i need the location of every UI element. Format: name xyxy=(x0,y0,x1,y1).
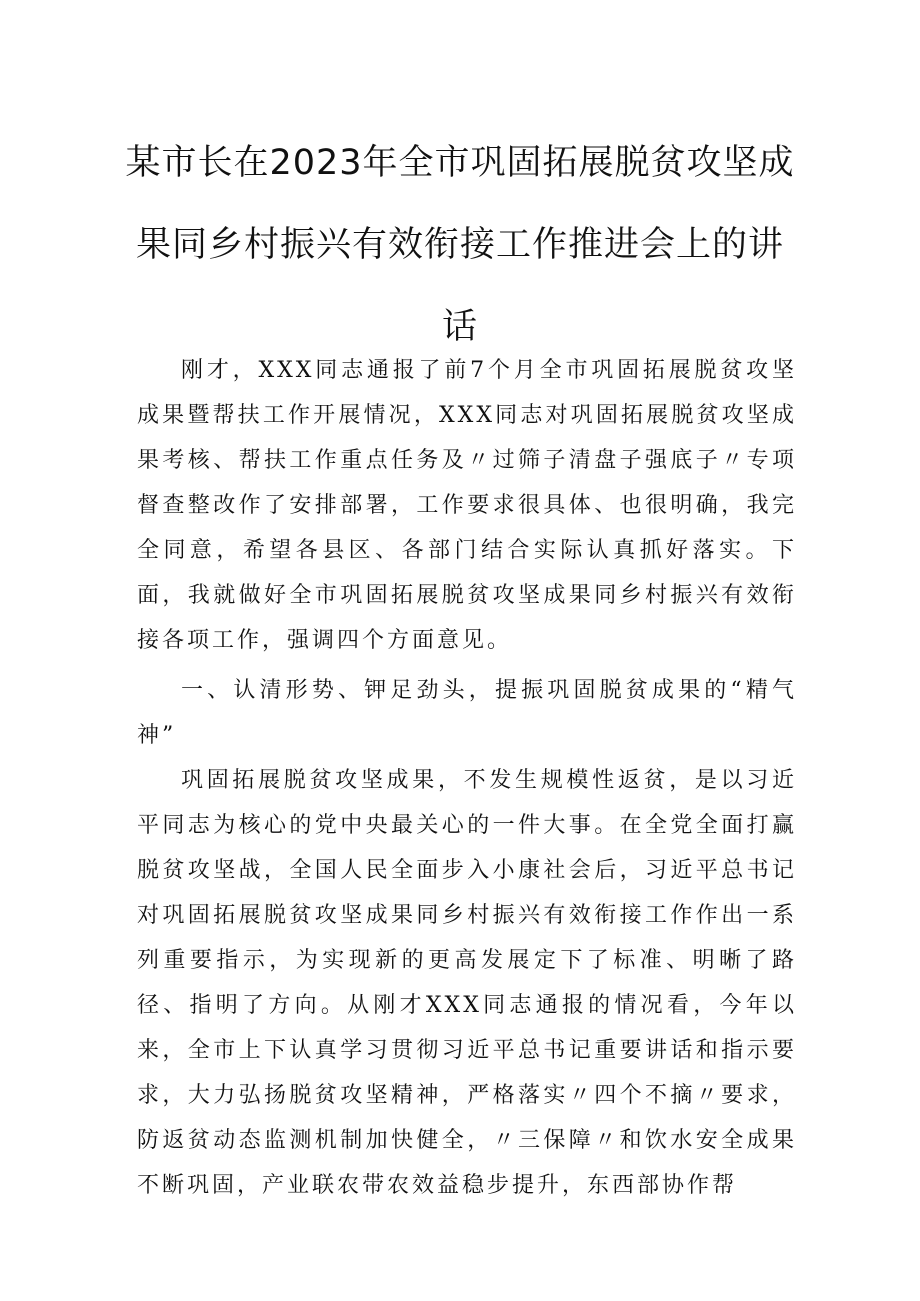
document-title: 某市长在2023年全市巩固拓展脱贫攻坚成果同乡村振兴有效衔接工作推进会上的讲话 xyxy=(125,143,795,347)
document-body xyxy=(137,348,797,1208)
paragraph-section-one: 巩固拓展脱贫攻坚成果，不发生规模性返贫，是以习近平同志为核心的党中央最关心的一件大事。在全党全面打赢脱贫攻坚战，全国人民全面步入小康社会后，习近平总书记对巩固拓展脱贫攻坚成果同乡村振兴有效衔接工作作出一系列重要指示，为实现新的更高发展定下了标准、明晰了路径、指明了方向。从刚才XXX同志通报的情况看，今年以来，全市上下认真学习贯彻习近平总书记重要讲话和指示要求，大力弘扬脱贫攻坚精神，严格落实〃四个不摘〃要求，防返贫动态监测机制加快健全，〃三保障〃和饮水安全成果不断巩固，产业联农带农效益稳步提升，东西部协作帮 xyxy=(137,768,797,1198)
paragraph-intro: 刚才，XXX同志通报了前7个月全市巩固拓展脱贫攻坚成果暨帮扶工作开展情况，XXX同志对巩固拓展脱贫攻坚成果考核、帮扶工作重点任务及〃过筛子清盘子强底子〃专项督查整改作了安排部署，工作要求很具体、也很明确，我完全同意，希望各县区、各部门结合实际认真抓好落实。下面，我就做好全市巩固拓展脱贫攻坚成果同乡村振兴有效衔接各项工作，强调四个方面意见。 xyxy=(137,358,797,653)
section-heading-one: 一、认清形势、钾足劲头，提振巩固脱贫成果的“精气神” xyxy=(137,678,797,748)
